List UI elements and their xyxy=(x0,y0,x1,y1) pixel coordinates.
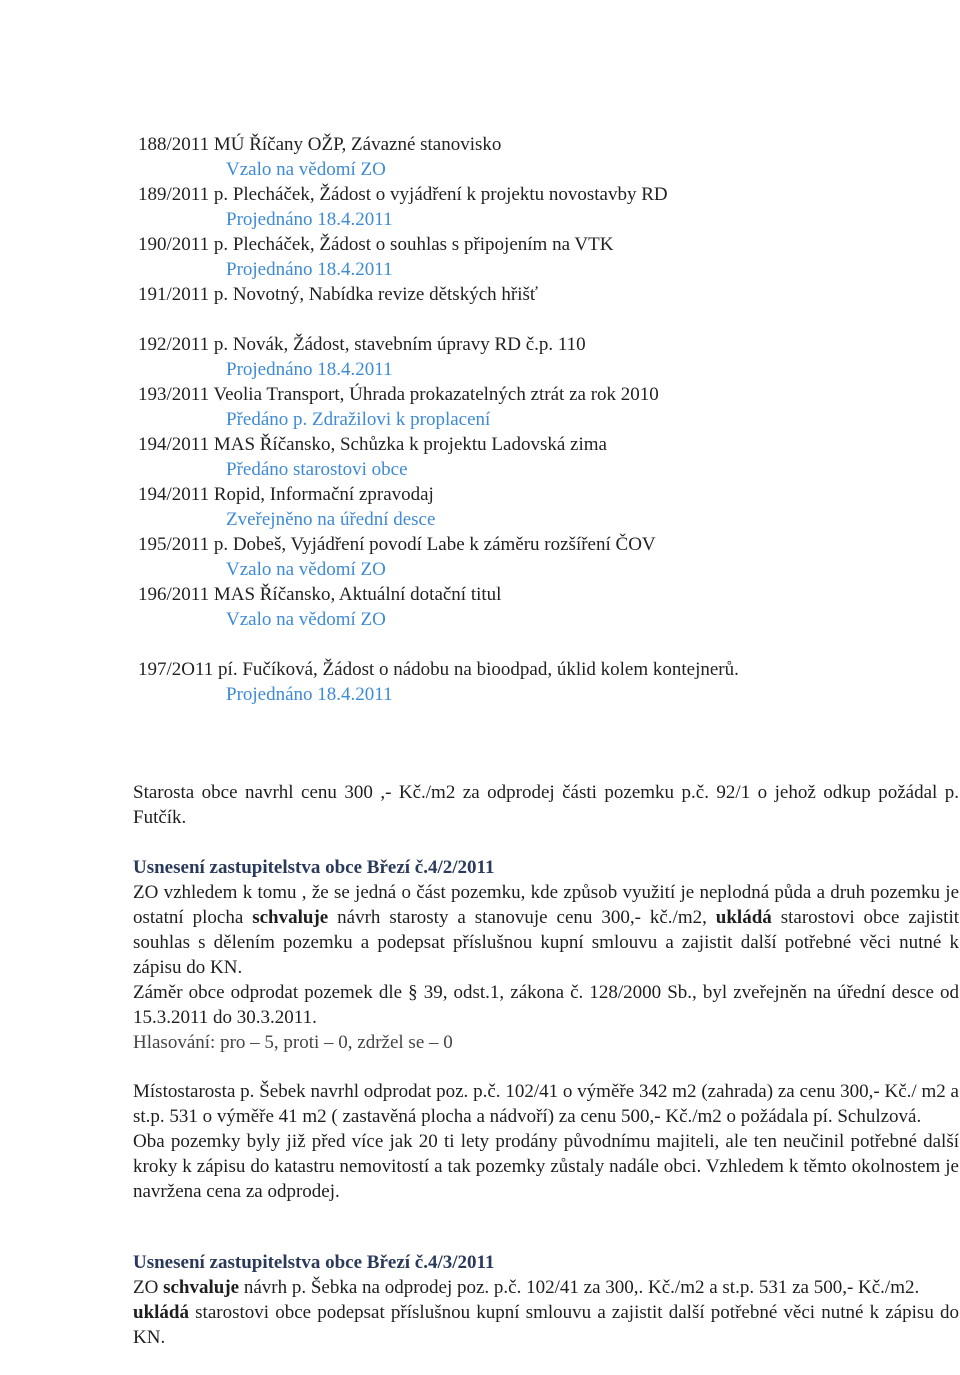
paragraph-price-proposal: Starosta obce navrhl cenu 300 ,- Kč./m2 za odprodej části pozemku p.č. 92/1 o jehož odkup požádal p. Futčík. xyxy=(133,782,959,828)
item-title: 191/2011 p. Novotný, Nabídka revize dětských hřišť xyxy=(138,284,539,305)
item-note: Předáno starostovi obce xyxy=(226,459,408,480)
item-title: 194/2011 Ropid, Informační zpravodaj xyxy=(138,484,434,505)
paragraph-deputy-proposal: Místostarosta p. Šebek navrhl odprodat poz. p.č. 102/41 o výměře 342 m2 (zahrada) za cenu 300,- Kč./ m2 a st.p. 531 o výměře 41 m2 ( zastavěná plocha a nádvoří) za cenu 500,- Kč./m2 o požádala pí. Schulzová. Oba pozemky byly již před více jak 20 ti lety prodány původnímu majiteli, ale ten neučinil potřebné další kroky k zápisu do katastru nemovitostí a tak pozemky zůstaly nadále obci. Vzhledem k těmto okolnostem je navržena cena za odprodej. xyxy=(133,1081,959,1202)
item-note: Vzalo na vědomí ZO xyxy=(226,559,386,580)
item-gap xyxy=(138,307,739,332)
item-title: 192/2011 p. Novák, Žádost, stavebním úpravy RD č.p. 110 xyxy=(138,334,586,355)
resolution-text: ZO schvaluje návrh p. Šebka na odprodej poz. p.č. 102/41 za 300,. Kč./m2 a st.p. 531 za 500,- Kč./m2. xyxy=(133,1277,920,1298)
resolution-heading: Usnesení zastupitelstva obce Březí č.4/2/2011 xyxy=(133,857,495,878)
item-title: 193/2011 Veolia Transport, Úhrada prokazatelných ztrát za rok 2010 xyxy=(138,384,659,405)
item-title: 195/2011 p. Dobeš, Vyjádření povodí Labe k záměru rozšíření ČOV xyxy=(138,534,656,555)
item-note: Vzalo na vědomí ZO xyxy=(226,159,386,180)
resolution-4-2 xyxy=(133,855,959,1055)
item-gap xyxy=(138,632,739,657)
item-title: 196/2011 MAS Říčansko, Aktuální dotační titul xyxy=(138,584,502,605)
paragraph-land-history: Oba pozemky byly již před více jak 20 ti lety prodány původnímu majiteli, ale ten neučinil potřebné další kroky k zápisu do katastru nemovitostí a tak pozemky zůstaly nadále obci. Vzhledem k těmto okolnostem je navržena cena za odprodej. xyxy=(133,1131,959,1202)
resolution-4-3 xyxy=(133,1250,959,1350)
item-title: 190/2011 p. Plecháček, Žádost o souhlas s připojením na VTK xyxy=(138,234,614,255)
item-note: Předáno p. Zdražilovi k proplacení xyxy=(226,409,491,430)
item-note: Zveřejněno na úřední desce xyxy=(226,509,436,530)
resolution-task: ukládá starostovi obce podepsat příslušnou kupní smlouvu a zajistit další potřebné věci nutné k zápisu do KN. xyxy=(133,1302,959,1348)
vote-result: Hlasování: pro – 5, proti – 0, zdržel se – 0 xyxy=(133,1032,453,1053)
item-note: Projednáno 18.4.2011 xyxy=(226,259,393,280)
item-note: Projednáno 18.4.2011 xyxy=(226,359,393,380)
item-title: 197/2O11 pí. Fučíková, Žádost o nádobu na bioodpad, úklid kolem kontejnerů. xyxy=(138,659,739,680)
item-note: Vzalo na vědomí ZO xyxy=(226,609,386,630)
resolution-heading: Usnesení zastupitelstva obce Březí č.4/3/2011 xyxy=(133,1252,495,1273)
item-title: 188/2011 MÚ Říčany OŽP, Závazné stanovisko xyxy=(138,134,502,155)
resolution-text: ZO vzhledem k tomu , že se jedná o část pozemku, kde způsob využití je neplodná půda a druh pozemku je ostatní plocha schvaluje návrh starosty a stanovuje cenu 300,- kč./m2, ukládá starostovi obce zajistit souhlas s dělením pozemku a podepsat příslušnou kupní smlouvu a zajistit další potřebné věci nutné k zápisu do KN. xyxy=(133,882,960,978)
agenda-list xyxy=(138,132,739,707)
resolution-notice: Záměr obce odprodat pozemek dle § 39, odst.1, zákona č. 128/2000 Sb., byl zveřejněn na úřední desce od 15.3.2011 do 30.3.2011. xyxy=(133,982,959,1028)
item-note: Projednáno 18.4.2011 xyxy=(226,209,393,230)
item-note: Projednáno 18.4.2011 xyxy=(226,684,393,705)
item-title: 189/2011 p. Plecháček, Žádost o vyjádření k projektu novostavby RD xyxy=(138,184,668,205)
item-title: 194/2011 MAS Říčansko, Schůzka k projektu Ladovská zima xyxy=(138,434,607,455)
